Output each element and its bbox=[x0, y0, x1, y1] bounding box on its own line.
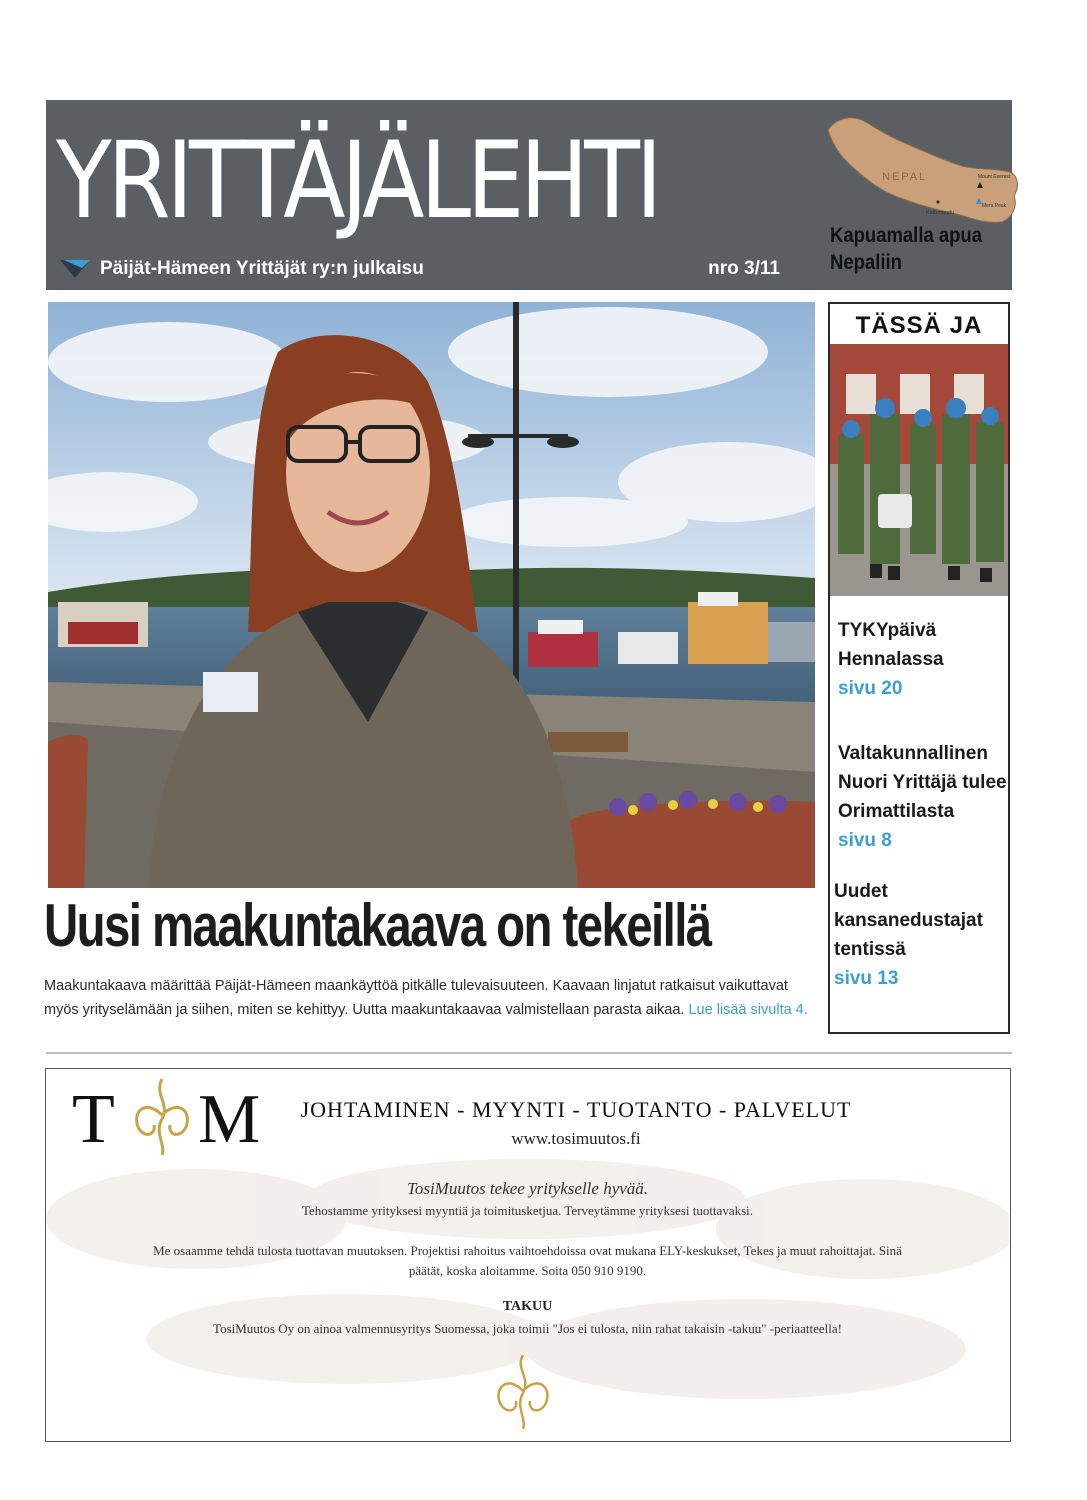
teaser-nuori-yrittaja[interactable] bbox=[838, 739, 1008, 855]
teaser-title: Valtakunnallinen Nuori Yrittäjä tulee Orimattilasta bbox=[838, 743, 1007, 822]
issue-number: nro 3/11 bbox=[708, 258, 780, 279]
ad-takuu-title: TAKUU bbox=[502, 1299, 553, 1314]
map-label-mera: Mera Peak bbox=[982, 203, 1007, 209]
ad-headline: JOHTAMINEN - MYYNTI - TUOTANTO - PALVELUT bbox=[300, 1097, 852, 1122]
read-more-link[interactable]: Lue lisää sivulta 4. bbox=[688, 1002, 808, 1018]
sidebar-box bbox=[828, 302, 1010, 1034]
ad-text-line2: Me osaamme tehdä tulosta tuottavan muutoksen. Projektisi rahoitus vaihtoehdoissa ovat mukana ELY-keskukset, Tekes ja muut rahoittajat. Sinä päätät, koska aloitamme. Soita 050 910 9190. bbox=[153, 1243, 902, 1278]
section-divider bbox=[46, 1052, 1012, 1054]
nepal-teaser[interactable]: Kapuamalla apua Nepaliin bbox=[830, 224, 983, 274]
map-label-everest: Mount Everest bbox=[978, 174, 1011, 180]
teaser-title: TYKYpäivä Hennalassa bbox=[838, 620, 944, 670]
ad-takuu-text: TosiMuutos Oy on ainoa valmennusyritys Suomessa, joka toimii "Jos ei tulosta, niin rahat takaisin -takuu" -periaatteella! bbox=[213, 1321, 842, 1336]
main-headline[interactable]: Uusi maakuntakaava on tekeillä bbox=[44, 892, 711, 959]
teaser-title: Uudet kansanedustajat tentissä bbox=[834, 881, 983, 960]
yrittajat-logo-icon bbox=[60, 258, 90, 280]
masthead bbox=[46, 100, 1012, 290]
map-label-kathmandu: Kathmandu bbox=[926, 210, 955, 216]
sidebar-header: TÄSSÄ JA bbox=[855, 312, 983, 339]
teaser-page-link[interactable]: sivu 13 bbox=[834, 968, 899, 989]
teaser-kansanedustajat[interactable] bbox=[834, 877, 1004, 993]
sidebar-photo bbox=[830, 344, 1008, 596]
logo-letter-m: M bbox=[198, 1081, 261, 1158]
bottom-flame-ornament-icon bbox=[490, 1351, 556, 1431]
teaser-tykypaiva[interactable] bbox=[838, 616, 1008, 703]
publication-title: YRITTÄJÄLEHTI bbox=[56, 119, 659, 242]
map-country-label: NEPAL bbox=[882, 171, 928, 183]
publication-subtitle-bar bbox=[60, 254, 780, 284]
teaser-page-link[interactable]: sivu 20 bbox=[838, 678, 903, 699]
flame-ornament-icon bbox=[126, 1075, 198, 1157]
lead-text: Maakuntakaava määrittää Päijät-Hämeen maankäyttöä pitkälle tulevaisuuteen. Kaavaan linjatut ratkaisut vaikuttavat myös yrityselämään ja siihen, miten se kehittyy. Uutta maakuntakaavaa valmistellaan parasta aikaa. bbox=[44, 978, 788, 1018]
teaser-page-link[interactable]: sivu 8 bbox=[838, 830, 892, 851]
ad-slogan: TosiMuutos tekee yritykselle hyvää. bbox=[406, 1179, 649, 1198]
main-lead bbox=[44, 974, 819, 1022]
ad-website-link[interactable]: www.tosimuutos.fi bbox=[511, 1129, 641, 1148]
tosimuutos-advertisement[interactable] bbox=[45, 1068, 1011, 1442]
ad-text-line1: Tehostamme yrityksesi myyntiä ja toimitusketjua. Terveytämme yrityksesi tuottavaksi. bbox=[301, 1203, 754, 1218]
cover-photo bbox=[48, 302, 815, 888]
publication-subtitle: Päijät-Hämeen Yrittäjät ry:n julkaisu bbox=[100, 258, 424, 279]
nepal-map-icon bbox=[822, 110, 1022, 230]
logo-letter-t: T bbox=[72, 1081, 115, 1158]
